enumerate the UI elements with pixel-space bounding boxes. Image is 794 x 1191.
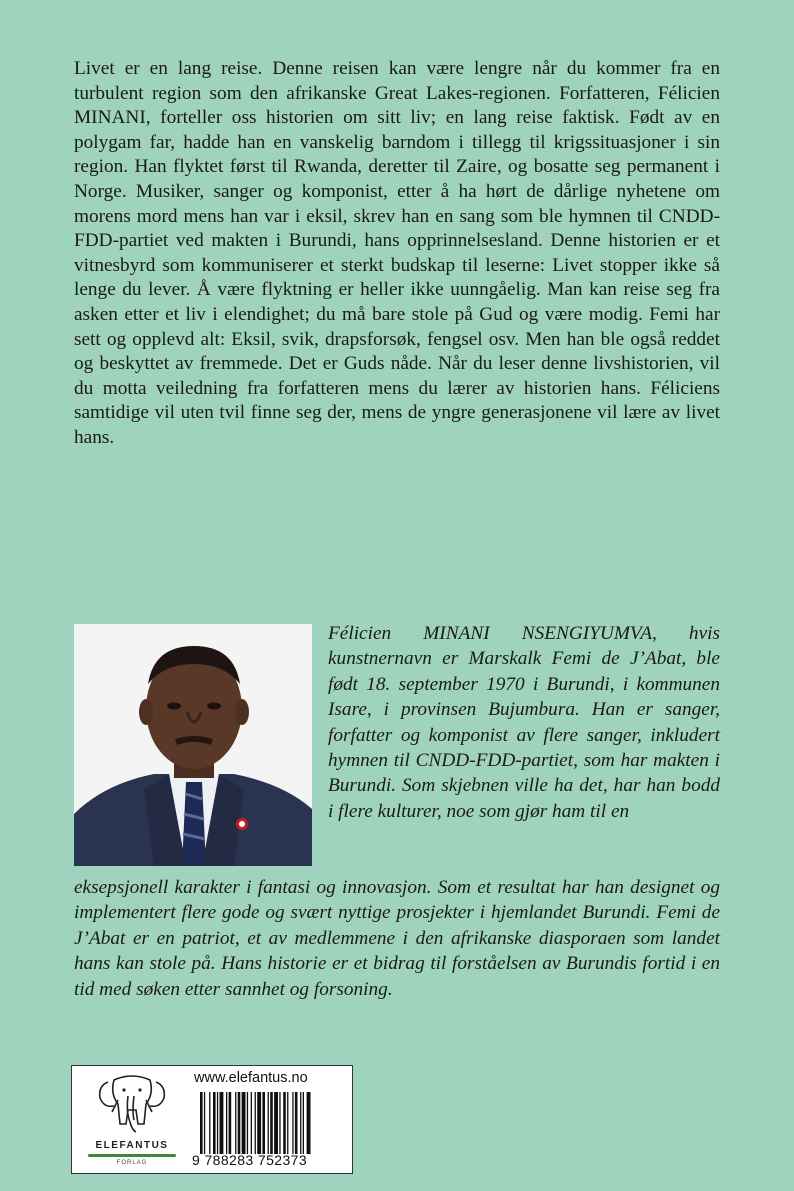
imprint-box xyxy=(71,1065,353,1174)
barcode-bar xyxy=(220,1092,224,1154)
barcode-bar xyxy=(217,1092,218,1154)
publisher-name: ELEFANTUS xyxy=(95,1140,169,1151)
barcode-bar xyxy=(262,1092,265,1154)
barcode-bar xyxy=(257,1092,261,1154)
barcode-bar xyxy=(279,1092,280,1154)
publisher-logo xyxy=(78,1072,186,1170)
barcode-bar xyxy=(307,1092,311,1154)
logo-swoosh xyxy=(88,1154,176,1157)
barcode-bar xyxy=(283,1092,286,1154)
publisher-subtitle: FORLAG xyxy=(116,1160,148,1166)
back-cover-blurb: Livet er en lang reise. Denne reisen kan være lengre når du kommer fra en turbulent region som den afrikanske Great Lakes-regionen. Forfatteren, Félicien MINANI, forteller oss historien om sitt liv; en lang reise faktisk. Født av en polygam far, hadde han en vanskelig barndom i tillegg til krigssituasjoner i sin region. Han flyktet først til Rwanda, deretter til Zaire, og bosatte seg permanent i Norge. Musiker, sanger og komponist, etter å ha hørt de dårlige nyhetene om morens mord mens han var i eksil, skrev han en sang som ble hymnen til CNDD-FDD-partiet ved makten i Burundi, hans opprinnelsesland. Denne historien er et vitnesbyrd som kommuniserer et sterkt budskap til leserne: Livet stopper ikke så lenge du lever. Å være flyktning er heller ikke uunngåelig. Man kan reise seg fra asken etter et liv i elendighet; du må bare stole på Gud og være modig. Femi har sett og opplevd alt: Eksil, svik, drapsforsøk, fengsel osv. Men han ble også reddet og beskyttet av fremmede. Det er Guds nåde. Når du leser denne livshistorien, vil du motta veiledning fra forfatteren mens du lærer av historien hans. Féliciens samtidige vil uten tvil finne seg der, mens de yngre generasjonene vil lære av livet hans. xyxy=(74,58,720,448)
isbn-barcode xyxy=(200,1092,346,1154)
author-portrait-icon xyxy=(74,624,312,866)
barcode-bar xyxy=(204,1092,205,1154)
author-bio-continued: eksepsjonell karakter i fantasi og innovasjon. Som et resultat har han designet og implementert flere gode og svært nyttige prosjekter i hjemlandet Burundi. Femi de J’Abat er en patriot, et av medlemmene i den afrikanske diasporaen som landet hans kan stole på. Hans historie er et bidrag til forståelsen av Burundis fortid i en tid med søken etter sannhet og forsoning. xyxy=(74,877,720,1000)
barcode-bar xyxy=(300,1092,301,1154)
publisher-url: www.elefantus.no xyxy=(194,1070,308,1086)
barcode-bar xyxy=(303,1092,304,1154)
barcode-bar xyxy=(242,1092,246,1154)
author-photo xyxy=(74,624,312,866)
barcode-bar xyxy=(229,1092,232,1154)
barcode-bar xyxy=(213,1092,216,1154)
author-bio-intro: Félicien MINANI NSENGIYUMVA, hvis kunstnernavn er Marskalk Femi de J’Abat, ble født 18. september 1970 i Burundi, i kommunen Isare, i provinsen Bujumbura. Han er sanger, forfatter og komponist av flere sanger, inkludert hymnen til CNDD-FDD-partiet, som har makten i Burundi. Som skjebnen ville ha det, har han bodd i flere kulturer, noe som gjør ham til en xyxy=(328,623,720,822)
barcode-bar xyxy=(209,1092,210,1154)
barcode-bar xyxy=(251,1092,252,1154)
barcode-bar xyxy=(295,1092,298,1154)
barcode-bar xyxy=(292,1092,293,1154)
barcode-bar xyxy=(255,1092,256,1154)
barcode-bar xyxy=(235,1092,236,1154)
barcode-bar xyxy=(200,1092,203,1154)
barcode-bar xyxy=(247,1092,248,1154)
barcode-bar xyxy=(274,1092,278,1154)
barcode-bar xyxy=(226,1092,227,1154)
barcode-bar xyxy=(287,1092,288,1154)
barcode-bar xyxy=(268,1092,269,1154)
elephant-icon xyxy=(94,1072,170,1138)
isbn-number: 9 788283 752373 xyxy=(192,1152,307,1168)
barcode-bar xyxy=(238,1092,241,1154)
barcode-bar xyxy=(270,1092,273,1154)
